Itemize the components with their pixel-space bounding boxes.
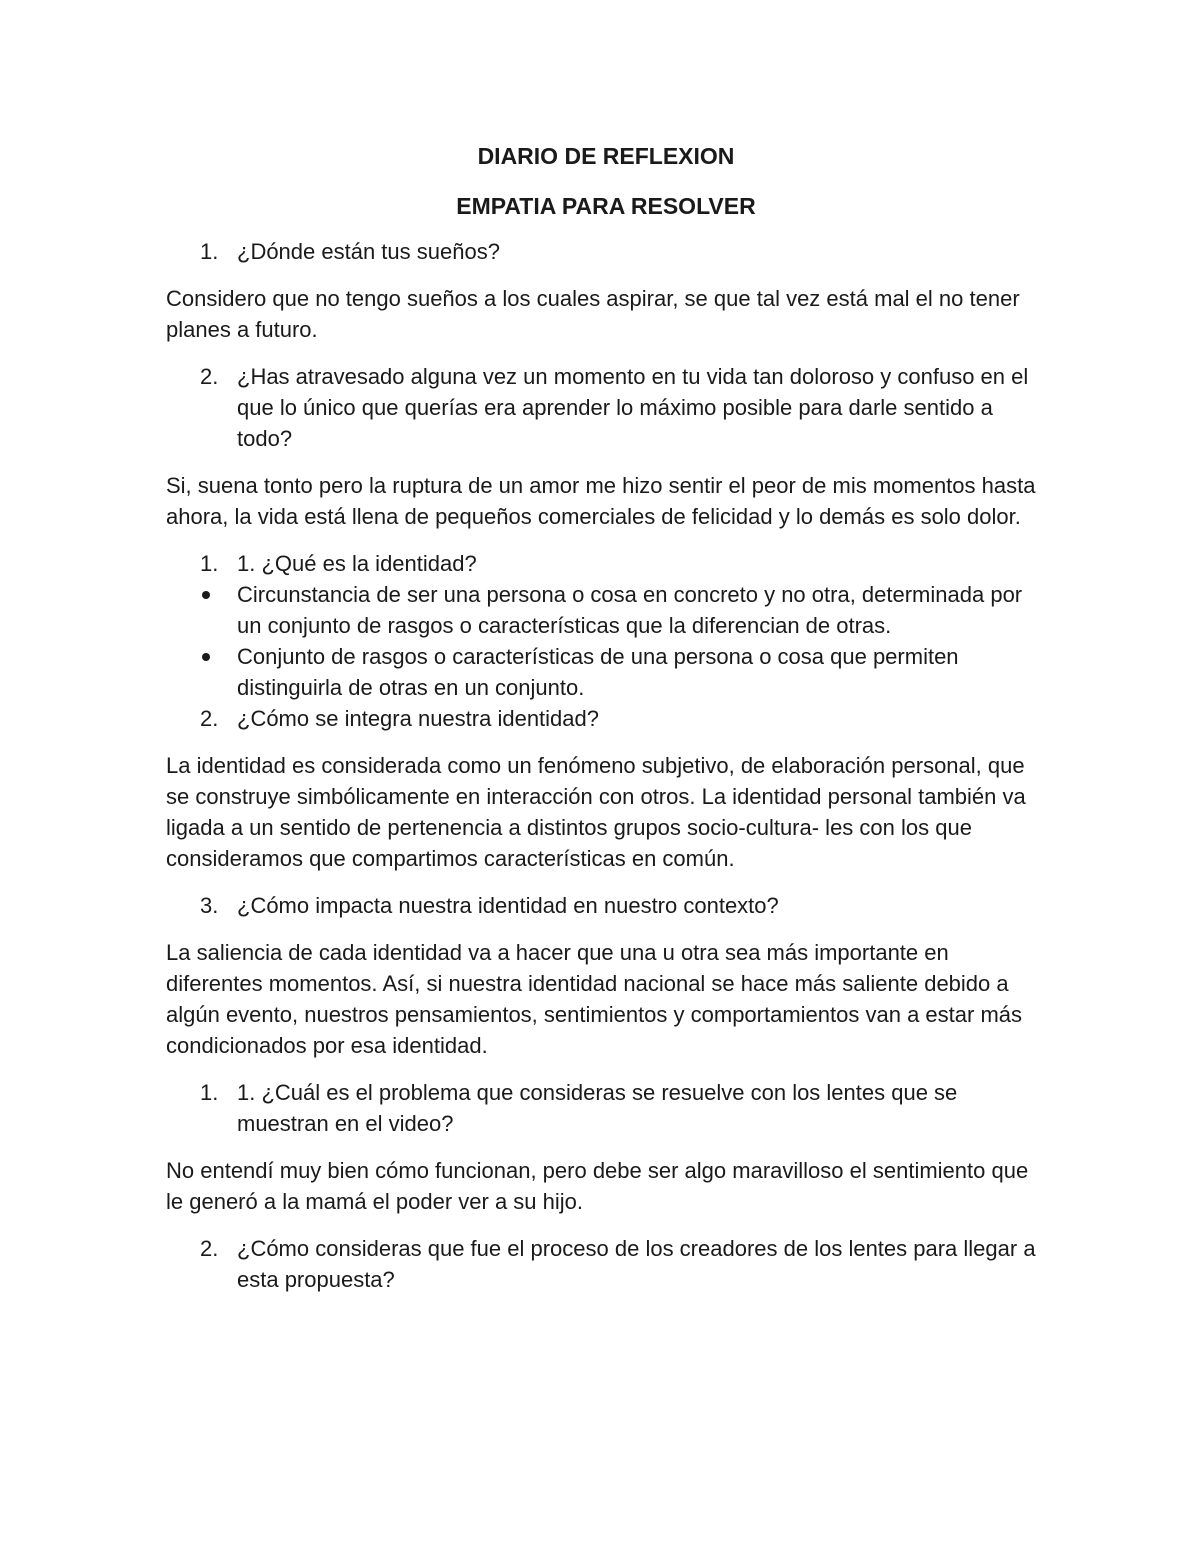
list-marker: 1.: [200, 1080, 219, 1105]
bullet-icon: [202, 653, 210, 661]
bullet-icon: [202, 591, 210, 599]
document-subtitle: EMPATIA PARA RESOLVER: [456, 193, 756, 219]
bullet-item-2: [166, 641, 1046, 703]
answer-2: Si, suena tonto pero la ruptura de un amor me hizo sentir el peor de mis momentos hasta ahora, la vida está llena de pequeños comerciales de felicidad y lo demás es solo dolor.: [166, 473, 1036, 529]
answer-5: La saliencia de cada identidad va a hacer que una u otra sea más importante en diferentes momentos. Así, si nuestra identidad nacional se hace más saliente debido a algún evento, nuestros pensamientos, sentimientos y comportamientos van a estar más condicionados por esa identidad.: [166, 940, 1023, 1058]
question-text: ¿Cómo se integra nuestra identidad?: [237, 706, 599, 731]
document-title: DIARIO DE REFLEXION: [477, 143, 735, 169]
question-text: ¿Dónde están tus sueños?: [237, 239, 500, 264]
question-7: [166, 1233, 1046, 1295]
question-text: ¿Cómo consideras que fue el proceso de los creadores de los lentes para llegar a esta propuesta?: [237, 1236, 1036, 1292]
document-body: [166, 138, 1046, 1295]
question-text: 1. ¿Qué es la identidad?: [237, 551, 477, 576]
bullet-text: Circunstancia de ser una persona o cosa en concreto y no otra, determinada por un conjunto de rasgos o características que la diferencian de otras.: [237, 582, 1023, 638]
answer-4: La identidad es considerada como un fenómeno subjetivo, de elaboración personal, que se construye simbólicamente en interacción con otros. La identidad personal también va ligada a un sentido de pertenencia a distintos grupos socio-cultura- les con los que consideramos que compartimos características en común.: [166, 753, 1026, 871]
list-marker: 2.: [200, 364, 219, 389]
list-marker: 2.: [200, 706, 219, 731]
list-marker: 1.: [200, 551, 219, 576]
bullet-item-1: [166, 579, 1046, 641]
question-1: [166, 236, 1046, 267]
list-marker: 1.: [200, 239, 219, 264]
question-4: [166, 703, 1046, 734]
question-2: [166, 361, 1046, 454]
list-marker: 2.: [200, 1236, 219, 1261]
answer-1: Considero que no tengo sueños a los cuales aspirar, se que tal vez está mal el no tener planes a futuro.: [166, 286, 1020, 342]
question-6: [166, 1077, 1046, 1139]
question-3: [166, 548, 1046, 579]
question-text: ¿Cómo impacta nuestra identidad en nuestro contexto?: [237, 893, 779, 918]
question-text: ¿Has atravesado alguna vez un momento en tu vida tan doloroso y confuso en el que lo único que querías era aprender lo máximo posible para darle sentido a todo?: [237, 364, 1029, 451]
list-marker: 3.: [200, 893, 219, 918]
bullet-text: Conjunto de rasgos o características de una persona o cosa que permiten distinguirla de otras en un conjunto.: [237, 644, 959, 700]
answer-6: No entendí muy bien cómo funcionan, pero debe ser algo maravilloso el sentimiento que le generó a la mamá el poder ver a su hijo.: [166, 1158, 1029, 1214]
question-5: [166, 890, 1046, 921]
question-text: 1. ¿Cuál es el problema que consideras se resuelve con los lentes que se muestran en el video?: [237, 1080, 958, 1136]
